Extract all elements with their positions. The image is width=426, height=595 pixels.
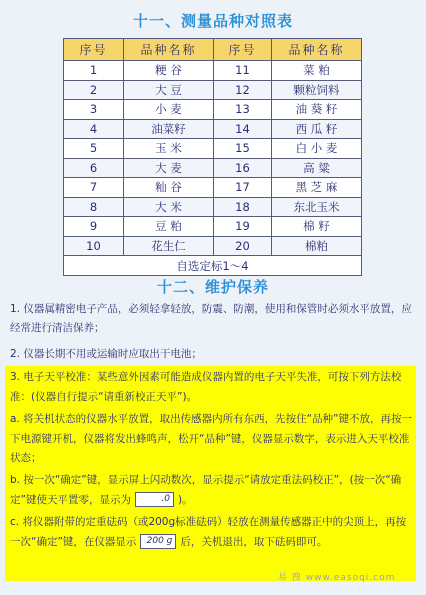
cell-no: 17 bbox=[214, 178, 272, 198]
paragraph-c-text: c. 将仪器附带的定重砝码（或200g标准砝码）轻放在测量传感器正中的尖顶上，再按一次“确定”键，在仪器显示 bbox=[10, 516, 407, 548]
cell-name: 东北玉米 bbox=[272, 197, 362, 217]
cell-name: 白 小 麦 bbox=[272, 139, 362, 159]
paragraph-c-end: 后，关机退出，取下砝码即可。 bbox=[180, 535, 328, 548]
table-row bbox=[64, 236, 362, 256]
cell-name: 花生仁 bbox=[124, 236, 214, 256]
header-name: 品种名称 bbox=[124, 39, 214, 61]
table-row bbox=[64, 217, 362, 237]
header-no: 序号 bbox=[64, 39, 124, 61]
paragraph-1: 1. 仪器属精密电子产品，必须轻拿轻放，防震、防潮，使用和保管时必须水平放置，应经常进行清洁保养； bbox=[10, 303, 412, 334]
cell-no: 13 bbox=[214, 100, 272, 120]
table-row bbox=[64, 178, 362, 198]
table-footer: 自选定标1～4 bbox=[64, 256, 362, 276]
cell-name: 大 豆 bbox=[124, 80, 214, 100]
cell-no: 11 bbox=[214, 61, 272, 81]
table-footer-row bbox=[64, 256, 362, 276]
cell-no: 14 bbox=[214, 119, 272, 139]
cell-name: 黑 芝 麻 bbox=[272, 178, 362, 198]
section-11-title: 十一、测量品种对照表 bbox=[132, 12, 293, 30]
cell-no: 3 bbox=[64, 100, 124, 120]
table-row bbox=[64, 119, 362, 139]
paragraph-2: 2. 仪器长期不用或运输时应取出干电池； bbox=[10, 348, 202, 360]
section-12-title: 十二、维护保养 bbox=[156, 278, 269, 296]
table-row bbox=[64, 80, 362, 100]
cell-no: 12 bbox=[214, 80, 272, 100]
table-row bbox=[64, 100, 362, 120]
display-zero: .0 bbox=[135, 492, 174, 507]
cell-name: 菜 粕 bbox=[272, 61, 362, 81]
header-no: 序号 bbox=[214, 39, 272, 61]
watermark: 易 搜 www.easoqi.com bbox=[278, 573, 396, 583]
cell-no: 5 bbox=[64, 139, 124, 159]
paragraph-b bbox=[10, 471, 414, 510]
cell-name: 棉 籽 bbox=[272, 217, 362, 237]
cell-no: 2 bbox=[64, 80, 124, 100]
table-row bbox=[64, 139, 362, 159]
cell-name: 大 麦 bbox=[124, 158, 214, 178]
cell-no: 18 bbox=[214, 197, 272, 217]
cell-name: 油 葵 籽 bbox=[272, 100, 362, 120]
cell-no: 15 bbox=[214, 139, 272, 159]
cell-no: 16 bbox=[214, 158, 272, 178]
table-row bbox=[64, 197, 362, 217]
cell-name: 粳 谷 bbox=[124, 61, 214, 81]
paragraph-b-end: )。 bbox=[177, 493, 193, 506]
cell-name: 小 麦 bbox=[124, 100, 214, 120]
display-200g: 200 g bbox=[140, 534, 176, 549]
cell-no: 8 bbox=[64, 197, 124, 217]
cell-no: 4 bbox=[64, 119, 124, 139]
cell-no: 9 bbox=[64, 217, 124, 237]
table-row bbox=[64, 61, 362, 81]
paragraph-a: a. 将关机状态的仪器水平放置，取出传感器内所有东西，先按住“品种”键不放，再按一下电源键开机，仪器将发出蜂鸣声，松开“品种”键，仪器显示数字，表示进入天平校准状态； bbox=[10, 413, 412, 464]
cell-name: 籼 谷 bbox=[124, 178, 214, 198]
cell-name: 颗粒饲料 bbox=[272, 80, 362, 100]
cell-name: 大 米 bbox=[124, 197, 214, 217]
cell-no: 19 bbox=[214, 217, 272, 237]
paragraph-3: 3. 电子天平校准：某些意外因素可能造成仪器内置的电子天平失准，可按下列方法校准：(仪器自行提示“请重新校正天平”)。 bbox=[10, 371, 402, 403]
paragraph-c bbox=[10, 513, 414, 552]
cell-name: 棉粕 bbox=[272, 236, 362, 256]
product-table bbox=[63, 38, 362, 276]
cell-name: 油菜籽 bbox=[124, 119, 214, 139]
cell-name: 西 瓜 籽 bbox=[272, 119, 362, 139]
cell-no: 6 bbox=[64, 158, 124, 178]
header-name: 品种名称 bbox=[272, 39, 362, 61]
paragraph-b-text: b. 按一次“确定”键，显示屏上闪动数次，显示提示“请放定重法码校正”，(按一次“确定”键使天平置零，显示为 bbox=[10, 474, 402, 506]
cell-no: 7 bbox=[64, 178, 124, 198]
cell-name: 玉 米 bbox=[124, 139, 214, 159]
table-row bbox=[64, 158, 362, 178]
table-header-row bbox=[64, 39, 362, 61]
cell-name: 豆 粕 bbox=[124, 217, 214, 237]
cell-no: 10 bbox=[64, 236, 124, 256]
cell-no: 20 bbox=[214, 236, 272, 256]
cell-name: 高 粱 bbox=[272, 158, 362, 178]
cell-no: 1 bbox=[64, 61, 124, 81]
